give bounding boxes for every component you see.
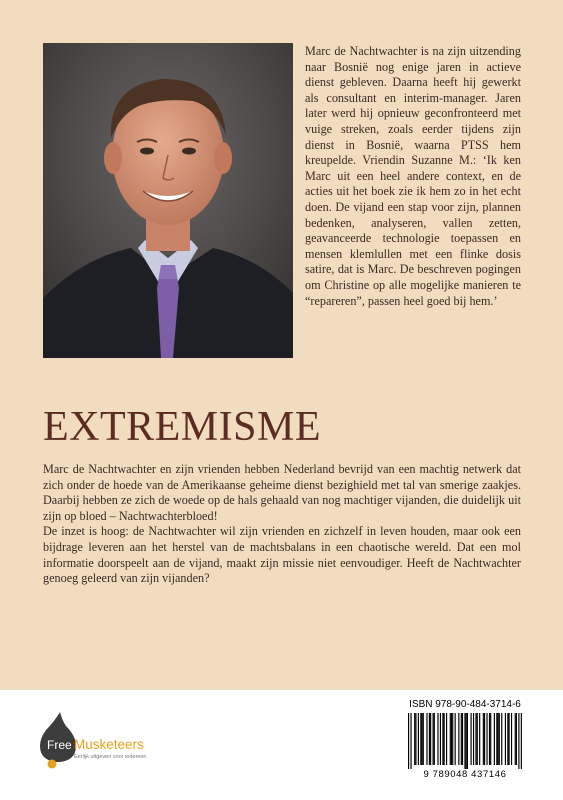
barcode-bar [486, 713, 487, 765]
barcode-bar [505, 713, 506, 765]
barcode-bar [458, 713, 459, 765]
barcode-bar [507, 713, 508, 765]
barcode-bar [489, 713, 490, 765]
barcode-bar [433, 713, 434, 765]
barcode-bar [464, 713, 465, 769]
barcode-bar [516, 713, 517, 765]
barcode-bar [415, 713, 416, 765]
barcode-bar [467, 713, 468, 769]
blurb-paragraph-2: De inzet is hoog: de Nachtwachter wil zijn vrienden en zichzelf in leven houden, maar ook een bijdrage leveren aan het herstel van de machtsbalans in een chaotische wereld. Dat een mol informatie doorspeelt aan de vijand, maakt zijn missie niet eenvoudiger. Heeft de Nachtwachter genoeg geleerd van zijn vijanden? [43, 524, 521, 586]
barcode-bar [497, 713, 498, 765]
barcode-bar [450, 713, 451, 765]
barcode-bar [483, 713, 484, 765]
barcode-bar [452, 713, 453, 765]
barcode-bar [501, 713, 502, 765]
barcode-bar [475, 713, 476, 765]
barcode-bar [518, 713, 519, 769]
barcode-bar [477, 713, 478, 765]
barcode-digits: 9 789048 437146 [423, 769, 507, 780]
barcode-bar [434, 713, 435, 765]
barcode-bar [521, 713, 522, 769]
barcode-bar [420, 713, 421, 765]
barcode-bar [429, 713, 430, 765]
barcode-bar [479, 713, 480, 765]
barcode-bar [455, 713, 456, 765]
barcode-bar [444, 713, 445, 765]
cover-footer [0, 690, 563, 800]
barcode-bar [509, 713, 510, 765]
barcode-bar [462, 713, 463, 765]
barcode-bar [466, 713, 467, 769]
barcode-bar [414, 713, 415, 765]
book-blurb [43, 462, 521, 587]
barcode-bar [408, 713, 409, 769]
barcode-bar [461, 713, 462, 765]
barcode-bar [437, 713, 438, 765]
barcode-bar [490, 713, 491, 765]
barcode-bar [440, 713, 441, 765]
author-bio: Marc de Nachtwachter is na zijn uitzending naar Bosnië nog enige jaren in actieve dienst gebleven. Daarna heeft hij gewerkt als consultant en interim-manager. Jaren later werd hij opnieuw geconfronteerd met vuige streken, zoals eerder tijdens zijn dienst in Bosnië, waarna PTSS hem kreupelde. Vriendin Suzanne M.: ‘Ik ken Marc uit een heel andere context, en de acties uit het boek zie ik hem zo in het echt doen. De vijand een stap voor zijn, plannen bedenken, analyseren, vallen zetten, geavanceerde technologie toepassen en mensen klemlullen met een flinke dosis satire, dat is Marc. De beschreven pogingen om Christine op alle mogelijke manieren te “repareren”, passen heel goed bij hem.’ [305, 44, 521, 308]
barcode-bar [496, 713, 497, 765]
barcode-bar [499, 713, 500, 765]
book-title: EXTREMISME [43, 404, 321, 450]
isbn-barcode-block [404, 699, 526, 781]
logo-free-text: Free [47, 738, 72, 752]
barcode-bar [451, 713, 452, 765]
barcode-bar [418, 713, 419, 765]
barcode-bar [494, 713, 495, 765]
barcode-bar [423, 713, 424, 765]
barcode-bar [421, 713, 422, 765]
barcode-bar [471, 713, 472, 765]
barcode-bar [511, 713, 512, 765]
barcode-bar [515, 713, 516, 765]
barcode-bar [430, 713, 431, 765]
logo-musketeers-text: Musketeers [74, 737, 144, 752]
barcode [408, 713, 522, 769]
logo-tagline: Eerlijk uitgeven voor iedereen [74, 754, 147, 760]
barcode-bar [426, 713, 427, 765]
barcode-bar [410, 713, 411, 769]
publisher-logo [40, 710, 190, 770]
isbn-label: ISBN 978-90-484-3714-6 [409, 699, 521, 710]
barcode-bar [446, 713, 447, 765]
blurb-paragraph-1: Marc de Nachtwachter en zijn vrienden hebben Nederland bevrijd van een machtig netwerk dat zich onder de hoede van de Amerikaanse geheime dienst bezighield met tal van smerige zaakjes. Daarbij hebben ze zich de woede op de hals gehaald van nog machtiger vijanden, die duidelijk uit zijn op bloed – Nachtwachterbloed! [43, 462, 521, 523]
author-photo [43, 43, 293, 358]
barcode-bar [484, 713, 485, 765]
barcode-bar [473, 713, 474, 765]
barcode-bar [442, 713, 443, 765]
